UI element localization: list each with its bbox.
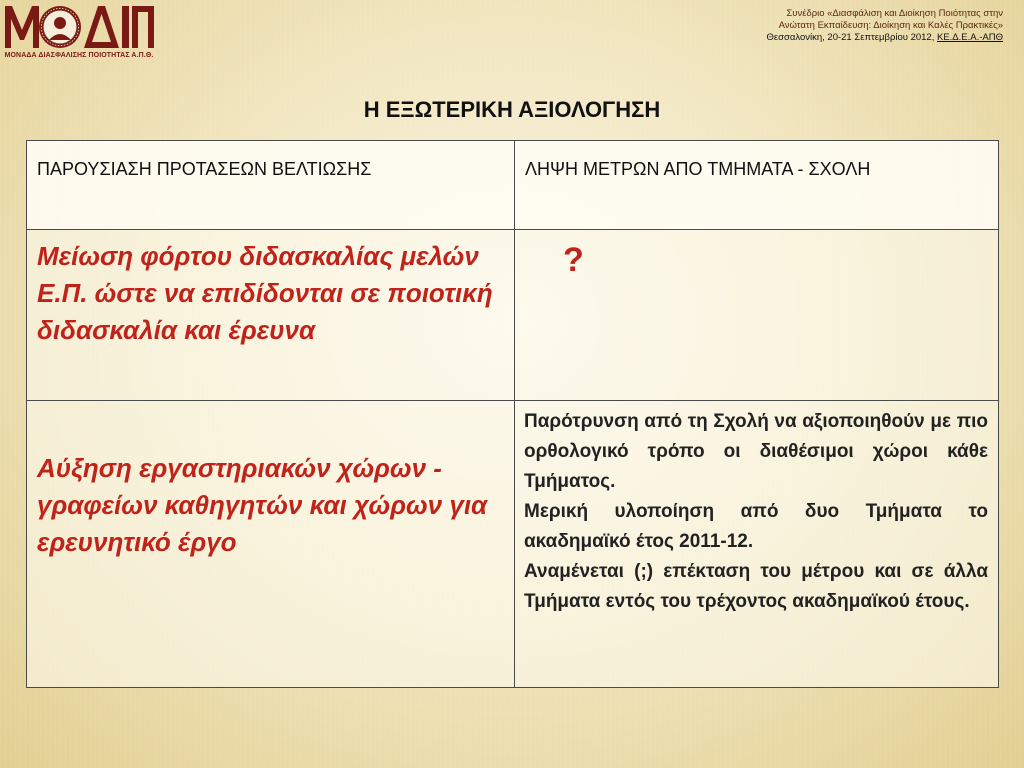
proposal-text: Μείωση φόρτου διδασκαλίας μελών Ε.Π. ώστε να επιδίδονται σε ποιοτική διδασκαλία και έρευνα [37, 241, 493, 345]
table-row [27, 401, 999, 688]
table-cell [27, 401, 515, 688]
header-cell-measures [515, 141, 999, 230]
proposal-text: Αύξηση εργαστηριακών χώρων - γραφείων καθηγητών και χώρων για ερευνητικό έργο [37, 453, 488, 557]
header-measures: ΛΗΨΗ ΜΕΤΡΩΝ ΑΠΟ ΤΜΗΜΑΤΑ - ΣΧΟΛΗ [525, 159, 871, 179]
table-row [27, 230, 999, 401]
measure-paragraph: Αναμένεται (;) επέκταση του μέτρου και σε άλλα Τμήματα εντός του τρέχοντος ακαδημαϊκού έτους. [524, 561, 988, 612]
logo-caption: ΜΟΝΑΔΑ ΔΙΑΣΦΑΛΙΣΗΣ ΠΟΙΟΤΗΤΑΣ Α.Π.Θ. [4, 52, 154, 59]
slide-title: Η ΕΞΩΤΕΡΙΚΗ ΑΞΙΟΛΟΓΗΣΗ [363, 97, 661, 122]
conference-line-1: Συνέδριο «Διασφάλιση και Διοίκηση Ποιότητας στην [786, 8, 1003, 19]
logo [2, 2, 156, 64]
table-cell [27, 230, 515, 401]
conference-org: ΚΕ.Δ.Ε.Α.-ΑΠΘ [937, 32, 1003, 43]
measure-paragraph: Παρότρυνση από τη Σχολή να αξιοποιηθούν με πιο ορθολογικό τρόπο οι διαθέσιμοι χώροι κάθε Τμήματος. [524, 411, 988, 492]
table-cell [515, 230, 999, 401]
proposals-table [26, 140, 999, 688]
conference-header [673, 8, 1003, 44]
medallion-icon [39, 6, 81, 48]
conference-line-2: Ανώτατη Εκπαίδευση: Διοίκηση και Καλές Πρακτικές» [778, 20, 1003, 31]
header-proposals: ΠΑΡΟΥΣΙΑΣΗ ΠΡΟΤΑΣΕΩΝ ΒΕΛΤΙΩΣΗΣ [37, 159, 372, 179]
conference-date: Θεσσαλονίκη, 20-21 Σεπτεμβρίου 2012, [766, 32, 937, 43]
question-mark: ? [563, 241, 584, 279]
table-cell [515, 401, 999, 688]
measure-paragraph: Μερική υλοποίηση από δυο Τμήματα το ακαδημαϊκό έτος 2011-12. [524, 501, 988, 552]
table-header-row [27, 141, 999, 230]
header-cell-proposals [27, 141, 515, 230]
logo-mark [2, 2, 156, 50]
conference-line-3 [673, 32, 1003, 44]
